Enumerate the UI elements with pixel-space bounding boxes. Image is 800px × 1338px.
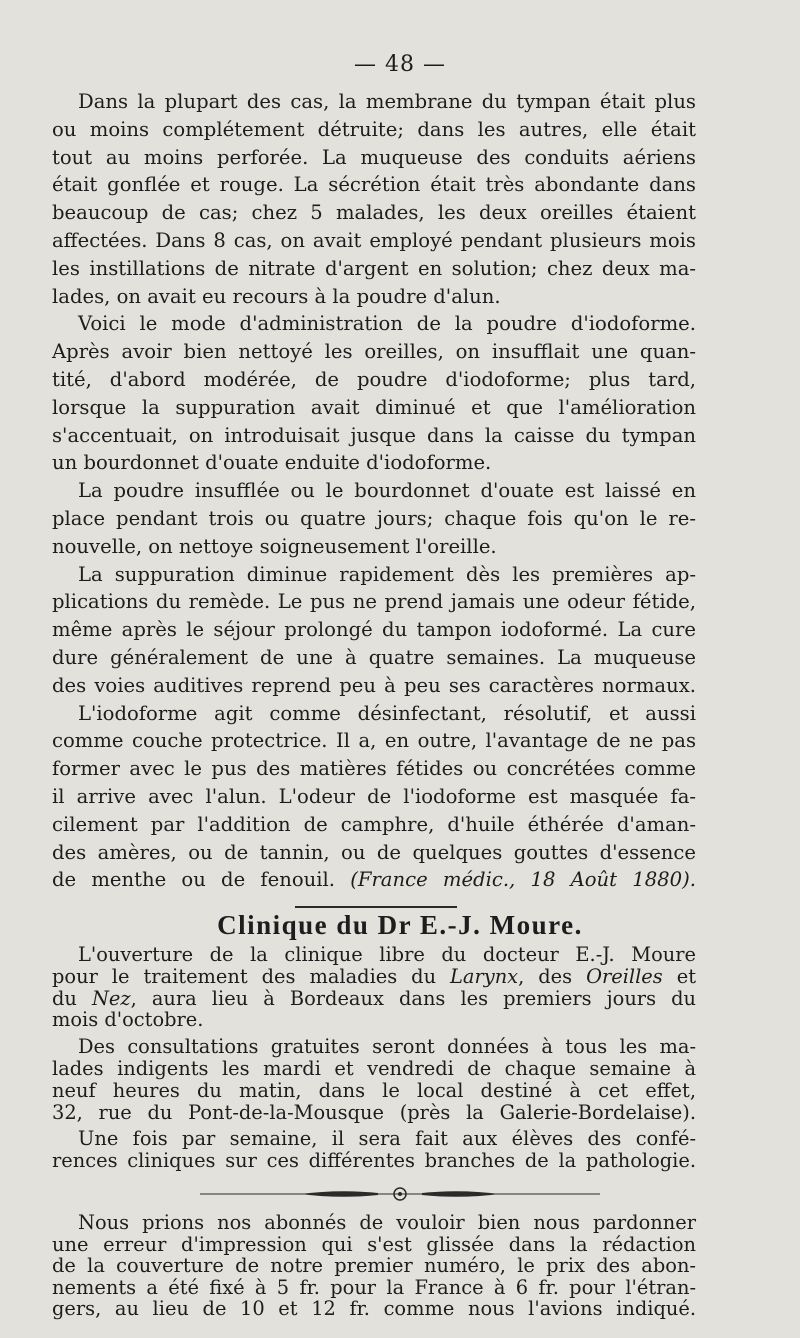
text-line: nements a été fixé à 5 fr. pour la France à 6 fr. pour l'étran- (52, 1275, 696, 1299)
text-line: La poudre insufflée ou le bourdonnet d'ouate est laissé en (78, 479, 696, 503)
text-line: de la couverture de notre premier numéro, le prix des abon- (52, 1254, 696, 1278)
text-line: plications du remède. Le pus ne prend jamais une odeur fétide, (52, 590, 696, 614)
text-line: Une fois par semaine, il sera fait aux élèves des confé- (78, 1127, 696, 1151)
section-heading: Clinique du Dr E.-J. Moure. (217, 910, 583, 940)
text-line: lorsque la suppuration avait diminué et que l'amélioration (52, 395, 696, 419)
source-citation: (France médic., 18 Août 1880). (350, 868, 696, 892)
text-line: un bourdonnet d'ouate enduite d'iodoforme. (52, 451, 492, 475)
text-line-with-citation (52, 866, 696, 894)
text-line: rences cliniques sur ces différentes branches de la pathologie. (52, 1149, 696, 1173)
erratum-notice (52, 1212, 696, 1320)
page-number: — 48 — (354, 52, 446, 77)
text-line: place pendant trois ou quatre jours; chaque fois qu'on le re- (52, 506, 696, 530)
text-line: lades, on avait eu recours à la poudre d'alun. (52, 284, 501, 308)
text-fragment: et (662, 964, 696, 988)
text-line: beaucoup de cas; chez 5 malades, les deux oreilles étaient (52, 201, 696, 225)
text-fragment: , aura lieu à Bordeaux dans les premiers jours du (130, 986, 696, 1010)
text-fragment: de menthe ou de fenouil. (52, 868, 335, 892)
ornamental-divider (200, 1184, 600, 1204)
text-line: une erreur d'impression qui s'est glissée dans la rédaction (52, 1232, 696, 1256)
text-line: était gonflée et rouge. La sécrétion était très abondante dans (52, 173, 696, 197)
text-line: L'iodoforme agit comme désinfectant, résolutif, et aussi (78, 701, 696, 725)
text-line: La suppuration diminue rapidement dès les premières ap- (78, 562, 696, 586)
text-line: comme couche protectrice. Il a, en outre, l'avantage de ne pas (52, 729, 696, 753)
text-line: Après avoir bien nettoyé les oreilles, on insufflait une quan- (52, 340, 696, 364)
text-line: tité, d'abord modérée, de poudre d'iodoforme; plus tard, (52, 367, 696, 391)
text-line: Voici le mode d'administration de la poudre d'iodoforme. (78, 312, 696, 336)
text-line: gers, au lieu de 10 et 12 fr. comme nous l'avions indiqué. (52, 1297, 696, 1321)
text-line: lades indigents les mardi et vendredi de chaque semaine à (52, 1056, 696, 1080)
text-line: ou moins complétement détruite; dans les autres, elle était (52, 117, 696, 141)
text-line: même après le séjour prolongé du tampon iodoformé. La cure (52, 618, 696, 642)
text-line: former avec le pus des matières fétides ou concrétées comme (52, 757, 696, 781)
text-fragment: , des (518, 964, 587, 988)
text-line: Nous prions nos abonnés de vouloir bien nous pardonner (78, 1211, 696, 1234)
text-line: des amères, ou de tannin, ou de quelques gouttes d'essence (52, 840, 696, 864)
text-line: s'accentuait, on introduisait jusque dans la caisse du tympan (52, 423, 696, 447)
text-fragment: Larynx (450, 964, 519, 988)
text-line: les instillations de nitrate d'argent en solution; chez deux ma- (52, 256, 696, 280)
text-line: Dans la plupart des cas, la membrane du tympan était plus (78, 90, 696, 113)
text-line: nouvelle, on nettoye soigneusement l'oreille. (52, 534, 497, 558)
text-line: Des consultations gratuites seront données à tous les ma- (78, 1035, 696, 1059)
text-fragment: pour le traitement des maladies du (52, 964, 451, 988)
text-line (52, 966, 696, 988)
text-line: cilement par l'addition de camphre, d'huile éthérée d'aman- (52, 812, 696, 836)
text-line: 32, rue du Pont-de-la-Mousque (près la Galerie-Bordelaise). (52, 1100, 696, 1124)
text-line: mois d'octobre. (52, 1008, 204, 1032)
text-line: tout au moins perforée. La muqueuse des conduits aériens (52, 145, 696, 169)
clinic-notice-body (52, 944, 696, 1172)
text-line: L'ouverture de la clinique libre du docteur E.-J. Moure (78, 943, 696, 966)
article-body (52, 88, 696, 894)
text-fragment: Oreilles (586, 964, 663, 988)
text-line: des voies auditives reprend peu à peu ses caractères normaux. (52, 673, 696, 697)
text-line (52, 988, 696, 1010)
text-line: dure généralement de une à quatre semaines. La muqueuse (52, 645, 696, 669)
section-rule (295, 906, 457, 908)
text-line: il arrive avec l'alun. L'odeur de l'iodoforme est masquée fa- (52, 784, 696, 808)
text-fragment: du (52, 986, 92, 1010)
text-line: affectées. Dans 8 cas, on avait employé pendant plusieurs mois (52, 228, 696, 252)
text-fragment: Nez (91, 986, 131, 1010)
text-line: neuf heures du matin, dans le local destiné à cet effet, (52, 1078, 696, 1102)
